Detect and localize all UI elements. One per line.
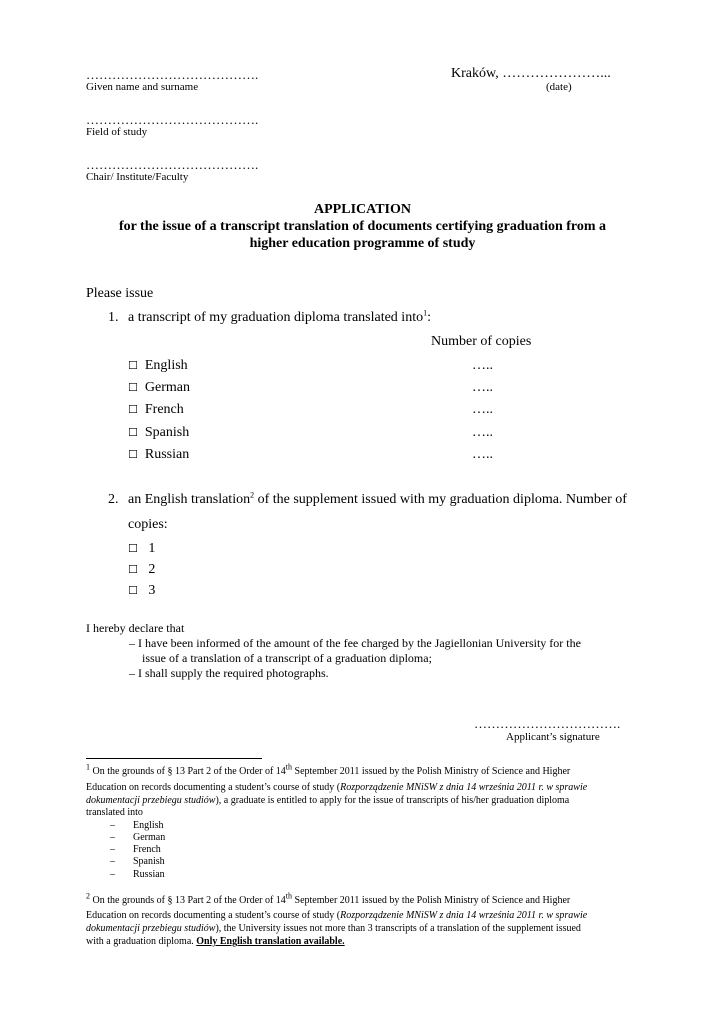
checkbox-icon[interactable]: ☐: [128, 563, 138, 576]
footnote-1-line-4: translated into: [86, 807, 143, 818]
title-line-3: higher education programme of study: [249, 236, 476, 251]
language-option-english[interactable]: ☐ English: [128, 358, 188, 373]
field-label: Field of study: [86, 126, 148, 138]
footnote-1-dash: –: [110, 869, 115, 880]
footnote-1-line-3: dokumentacji przebiegu studiów), a graduate is entitled to apply for the issue of transcripts of his/her graduation diploma: [86, 795, 570, 806]
language-option-german[interactable]: ☐ German: [128, 380, 190, 395]
checkbox-icon[interactable]: ☐: [128, 381, 138, 394]
item2-number: 2.: [108, 492, 119, 507]
date-label: (date): [546, 81, 572, 93]
page-title: [60, 201, 665, 252]
declaration-intro: I hereby declare that: [86, 621, 185, 635]
copies-russian[interactable]: …..: [472, 447, 493, 462]
signature-label: Applicant’s signature: [506, 731, 600, 743]
item2-text: an English translation$^2$ of the supplement issued with my graduation diploma. Number of: [128, 490, 627, 507]
footnote-1-dash: –: [110, 844, 115, 855]
footnote-divider: [86, 758, 262, 759]
title-line-1: APPLICATION: [314, 202, 411, 217]
checkbox-icon[interactable]: ☐: [128, 542, 138, 555]
city-date-line: Kraków, …………………...: [451, 66, 611, 81]
declaration-point-1: – I have been informed of the amount of the fee charged by the Jagiellonian University for the: [129, 636, 581, 650]
item1-text: a transcript of my graduation diploma translated into$^1$:: [128, 308, 431, 325]
copies-german[interactable]: …..: [472, 380, 493, 395]
title-line-2: for the issue of a transcript translation of documents certifying graduation from a: [118, 219, 607, 234]
checkbox-icon[interactable]: ☐: [128, 584, 138, 597]
language-option-french[interactable]: ☐ French: [128, 402, 184, 417]
footnote-1-line-2: Education on records documenting a student’s course of study (Rozporządzenie MNiSW z dnia 14 września 2011 r. w sprawie: [86, 782, 588, 793]
checkbox-icon[interactable]: ☐: [128, 448, 138, 461]
copies-spanish[interactable]: …..: [472, 425, 493, 440]
signature-dotted-line[interactable]: …………………………….: [474, 716, 621, 731]
footnote-1-lang: German: [133, 832, 166, 843]
copies-option-3[interactable]: ☐ 3: [128, 583, 156, 598]
language-option-spanish[interactable]: ☐ Spanish: [128, 425, 190, 440]
declaration-point-2: – I shall supply the required photographs.: [129, 666, 329, 680]
item1-number: 1.: [108, 310, 119, 325]
language-option-russian[interactable]: ☐ Russian: [128, 447, 190, 462]
item2-text-continued: copies:: [128, 517, 168, 532]
checkbox-icon[interactable]: ☐: [128, 403, 138, 416]
footnote-ref-1: 1: [423, 308, 428, 318]
footnote-2-line-3: dokumentacji przebiegu studiów), the University issues not more than 3 transcripts of a translation of the supplement issued: [86, 923, 581, 934]
footnote-2-line-2: Education on records documenting a student’s course of study (Rozporządzenie MNiSW z dnia 14 września 2011 r. w sprawie: [86, 910, 588, 921]
declaration-point-1-cont: issue of a translation of a transcript of a graduation diploma;: [142, 651, 432, 665]
footnote-1-dash: –: [110, 832, 115, 843]
chair-label: Chair/ Institute/Faculty: [86, 171, 189, 183]
footnote-1-lang: Spanish: [133, 856, 165, 867]
copies-option-1[interactable]: ☐ 1: [128, 541, 156, 556]
copies-header: Number of copies: [431, 334, 532, 349]
copies-french[interactable]: …..: [472, 402, 493, 417]
chair-dotted-line: ………………………………….: [86, 157, 259, 172]
field-dotted-line: ………………………………….: [86, 112, 259, 127]
footnote-1-line-1: $^1$ On the grounds of § 13 Part 2 of the Order of 14th September 2011 issued by the Polish Ministry of Science and Higher: [86, 762, 571, 777]
footnote-1-dash: –: [110, 856, 115, 867]
name-label: Given name and surname: [86, 81, 199, 93]
footnote-2-line-1: $^2$ On the grounds of § 13 Part 2 of the Order of 14th September 2011 issued by the Polish Ministry of Science and Higher: [86, 891, 571, 906]
footnote-1-lang: Russian: [133, 869, 165, 880]
copies-english[interactable]: …..: [472, 358, 493, 373]
checkbox-icon[interactable]: ☐: [128, 359, 138, 372]
copies-option-2[interactable]: ☐ 2: [128, 562, 156, 577]
footnote-2-line-4: with a graduation diploma. Only English translation available.: [86, 936, 345, 947]
name-dotted-line: ………………………………….: [86, 67, 259, 82]
request-intro: Please issue: [86, 286, 154, 301]
footnote-1-dash: –: [110, 820, 115, 831]
footnote-ref-2: 2: [250, 490, 255, 500]
footnote-1-lang: French: [133, 844, 161, 855]
checkbox-icon[interactable]: ☐: [128, 426, 138, 439]
footnote-1-lang: English: [133, 820, 164, 831]
